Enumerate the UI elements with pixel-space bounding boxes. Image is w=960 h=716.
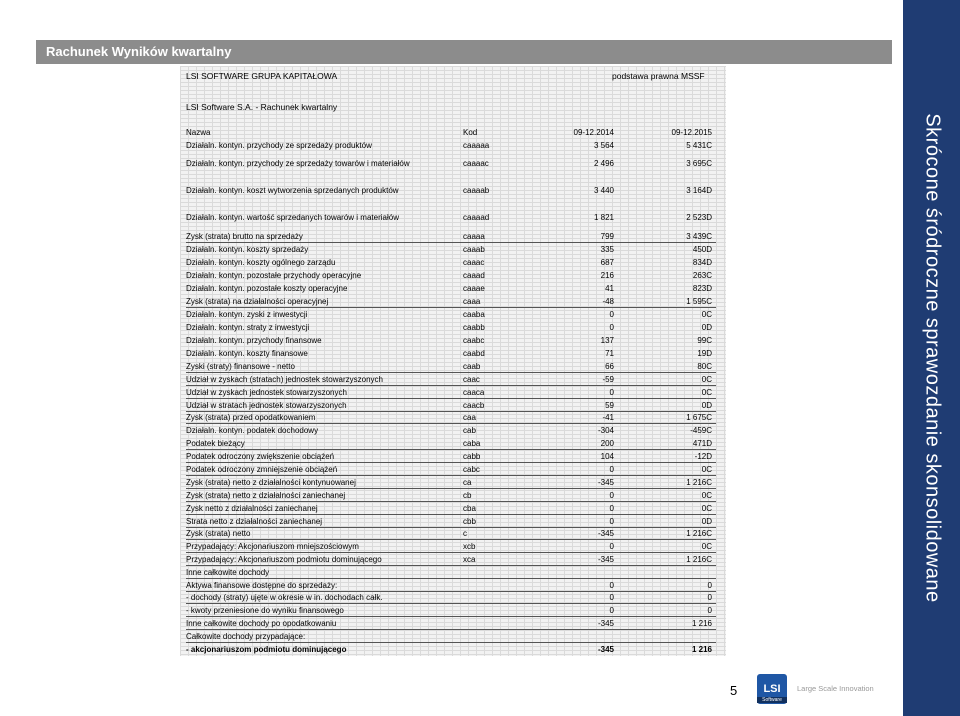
table-row bbox=[186, 185, 716, 197]
row-code: cbb bbox=[463, 517, 476, 526]
table-row bbox=[186, 490, 716, 502]
table-row bbox=[186, 567, 716, 579]
row-name: Działaln. kontyn. wartość sprzedanych towarów i materiałów bbox=[186, 213, 399, 222]
value-2014: 3 440 bbox=[593, 186, 614, 195]
table-row bbox=[186, 348, 716, 360]
value-2015: 0C bbox=[701, 504, 712, 513]
value-2014: -59 bbox=[602, 375, 614, 384]
row-code: caab bbox=[463, 362, 481, 371]
row-name: Zysk (strata) na działalności operacyjnej bbox=[186, 297, 329, 306]
row-code: cab bbox=[463, 426, 476, 435]
row-name: Działaln. kontyn. przychody ze sprzedaży produktów bbox=[186, 141, 372, 150]
table-row bbox=[186, 244, 716, 256]
value-2015: 0D bbox=[701, 401, 712, 410]
value-2015: 1 216 bbox=[691, 619, 712, 628]
value-2014: 0 bbox=[609, 593, 614, 602]
value-2015: 3 439C bbox=[686, 232, 712, 241]
table-row bbox=[186, 631, 716, 643]
logo-subtext: Software bbox=[757, 697, 787, 703]
value-2015: 1 216C bbox=[686, 555, 712, 564]
row-name: Udział w zyskach (stratach) jednostek stowarzyszonych bbox=[186, 375, 383, 384]
row-code: caabb bbox=[463, 323, 485, 332]
value-2015: 0 bbox=[707, 606, 712, 615]
page-title: Rachunek Wyników kwartalny bbox=[46, 44, 232, 59]
row-code: caaaab bbox=[463, 186, 490, 195]
row-code: cb bbox=[463, 491, 472, 500]
value-2014: 66 bbox=[605, 362, 614, 371]
table-row bbox=[186, 158, 716, 170]
row-name: Działaln. kontyn. przychody finansowe bbox=[186, 336, 322, 345]
row-code: caaac bbox=[463, 258, 485, 267]
value-2015: 19D bbox=[697, 349, 712, 358]
value-2014: 0 bbox=[609, 491, 614, 500]
row-name: Działaln. kontyn. przychody ze sprzedaży towarów i materiałów bbox=[186, 159, 410, 168]
row-name: Całkowite dochody przypadające: bbox=[186, 632, 306, 641]
row-name: Zyski (straty) finansowe - netto bbox=[186, 362, 295, 371]
value-2015: 1 675C bbox=[686, 413, 712, 422]
table-row bbox=[186, 618, 716, 630]
row-name: Działaln. kontyn. zyski z inwestycji bbox=[186, 310, 308, 319]
legal-basis: podstawa prawna MSSF bbox=[612, 71, 705, 81]
value-2015: 0C bbox=[701, 491, 712, 500]
row-code: caaca bbox=[463, 388, 485, 397]
row-code: caaaaa bbox=[463, 141, 490, 150]
value-2014: 335 bbox=[600, 245, 614, 254]
row-name: Działaln. kontyn. koszty finansowe bbox=[186, 349, 308, 358]
value-2015: 0D bbox=[701, 323, 712, 332]
value-2014: -345 bbox=[597, 478, 614, 487]
row-name: Inne całkowite dochody po opodatkowaniu bbox=[186, 619, 337, 628]
table-row bbox=[186, 477, 716, 489]
row-code: caabc bbox=[463, 336, 485, 345]
table-row bbox=[186, 257, 716, 269]
row-name: Nazwa bbox=[186, 128, 211, 137]
row-name: Przypadający: Akcjonariuszom podmiotu dominującego bbox=[186, 555, 382, 564]
row-name: Strata netto z działalności zaniechanej bbox=[186, 517, 323, 526]
table-row bbox=[186, 592, 716, 604]
row-name: - dochody (straty) ujęte w okresie w in. dochodach całk. bbox=[186, 593, 383, 602]
row-code: caba bbox=[463, 439, 481, 448]
value-2015: 0C bbox=[701, 542, 712, 551]
value-2014: 0 bbox=[609, 388, 614, 397]
row-name: Działaln. kontyn. pozostałe koszty operacyjne bbox=[186, 284, 348, 293]
value-2014: 200 bbox=[600, 439, 614, 448]
table-row bbox=[186, 309, 716, 321]
table-row bbox=[186, 400, 716, 412]
row-code: xca bbox=[463, 555, 476, 564]
value-2014: -345 bbox=[597, 619, 614, 628]
value-2015: 0C bbox=[701, 388, 712, 397]
table-row bbox=[186, 503, 716, 515]
value-2015: 450D bbox=[692, 245, 712, 254]
value-2014: 3 564 bbox=[593, 141, 614, 150]
table-row bbox=[186, 580, 716, 592]
row-name: Zysk (strata) netto z działalności kontynuowanej bbox=[186, 478, 356, 487]
row-name: - akcjonariuszom podmiotu dominującego bbox=[186, 645, 347, 654]
row-code: caaad bbox=[463, 271, 485, 280]
row-name: Podatek bieżący bbox=[186, 439, 245, 448]
value-2015: 834D bbox=[692, 258, 712, 267]
value-2014: 104 bbox=[600, 452, 614, 461]
value-2015: 823D bbox=[692, 284, 712, 293]
company-name: LSI SOFTWARE GRUPA KAPITAŁOWA bbox=[186, 71, 338, 81]
page-title-bar bbox=[36, 40, 892, 64]
table-row bbox=[186, 464, 716, 476]
value-2015: 3 695C bbox=[686, 159, 712, 168]
value-2014: 0 bbox=[609, 504, 614, 513]
row-name: Podatek odroczony zwiększenie obciążeń bbox=[186, 452, 335, 461]
row-name: Przypadający: Akcjonariuszom mniejszościowym bbox=[186, 542, 359, 551]
value-2014: 0 bbox=[609, 323, 614, 332]
row-name: Działaln. kontyn. koszt wytworzenia sprzedanych produktów bbox=[186, 186, 399, 195]
value-2015: 80C bbox=[697, 362, 712, 371]
value-2014: 0 bbox=[609, 517, 614, 526]
table-row bbox=[186, 140, 716, 152]
value-2014: 687 bbox=[600, 258, 614, 267]
value-2014: 59 bbox=[605, 401, 614, 410]
row-name: Podatek odroczony zmniejszenie obciążeń bbox=[186, 465, 338, 474]
row-name: - kwoty przeniesione do wyniku finansowego bbox=[186, 606, 344, 615]
table-row bbox=[186, 451, 716, 463]
value-2014: 0 bbox=[609, 542, 614, 551]
value-2015: 2 523D bbox=[686, 213, 712, 222]
row-code: caaaa bbox=[463, 232, 485, 241]
table-row bbox=[186, 425, 716, 437]
row-code: ca bbox=[463, 478, 472, 487]
value-2014: 1 821 bbox=[593, 213, 614, 222]
table-row bbox=[186, 644, 716, 656]
value-2014: -304 bbox=[597, 426, 614, 435]
row-code: caac bbox=[463, 375, 480, 384]
value-2015: 09-12.2015 bbox=[671, 128, 712, 137]
table-row bbox=[186, 374, 716, 386]
value-2015: 1 216C bbox=[686, 478, 712, 487]
value-2014: 0 bbox=[609, 310, 614, 319]
row-code: caaaad bbox=[463, 213, 490, 222]
table-row bbox=[186, 516, 716, 528]
value-2014: 71 bbox=[605, 349, 614, 358]
value-2015: 5 431C bbox=[686, 141, 712, 150]
value-2014: 0 bbox=[609, 606, 614, 615]
row-code: caaba bbox=[463, 310, 485, 319]
row-name: Udział w zyskach jednostek stowarzyszonych bbox=[186, 388, 347, 397]
table-row bbox=[186, 438, 716, 450]
value-2015: 1 216 bbox=[691, 645, 712, 654]
table-row bbox=[186, 270, 716, 282]
row-name: Zysk (strata) netto bbox=[186, 529, 251, 538]
row-name: Zysk netto z działalności zaniechanej bbox=[186, 504, 318, 513]
row-code: xcb bbox=[463, 542, 476, 551]
row-name: Działaln. kontyn. straty z inwestycji bbox=[186, 323, 310, 332]
logo-text: LSI bbox=[763, 683, 781, 695]
table-row bbox=[186, 283, 716, 295]
row-code: caaab bbox=[463, 245, 485, 254]
table-row bbox=[186, 541, 716, 553]
row-code: Kod bbox=[463, 128, 478, 137]
table-row bbox=[186, 554, 716, 566]
value-2015: 263C bbox=[692, 271, 712, 280]
value-2015: 0C bbox=[701, 310, 712, 319]
value-2015: 0 bbox=[707, 581, 712, 590]
value-2014: 216 bbox=[600, 271, 614, 280]
table-row bbox=[186, 212, 716, 224]
row-code: caaae bbox=[463, 284, 485, 293]
side-title: Skrócone śródroczne sprawozdanie skonsolidowane bbox=[921, 113, 943, 603]
page-number: 5 bbox=[730, 683, 738, 698]
value-2015: -459C bbox=[690, 426, 712, 435]
row-name: Działaln. kontyn. pozostałe przychody operacyjne bbox=[186, 271, 362, 280]
table-row bbox=[186, 335, 716, 347]
row-name: Aktywa finansowe dostępne do sprzedaży: bbox=[186, 581, 338, 590]
row-code: caa bbox=[463, 413, 476, 422]
value-2014: -345 bbox=[597, 529, 614, 538]
row-code: caabd bbox=[463, 349, 485, 358]
row-name: Zysk (strata) brutto na sprzedaży bbox=[186, 232, 303, 241]
value-2014: 0 bbox=[609, 465, 614, 474]
row-name: Inne całkowite dochody bbox=[186, 568, 270, 577]
company-tagline: Large Scale Innovation bbox=[797, 684, 874, 693]
value-2014: 41 bbox=[605, 284, 614, 293]
value-2014: -345 bbox=[597, 645, 614, 654]
table-row bbox=[186, 231, 716, 243]
row-code: caaaac bbox=[463, 159, 489, 168]
value-2015: 3 164D bbox=[686, 186, 712, 195]
table-row bbox=[186, 605, 716, 617]
table-row bbox=[186, 127, 716, 139]
value-2014: -48 bbox=[602, 297, 614, 306]
row-name: Zysk (strata) przed opodatkowaniem bbox=[186, 413, 316, 422]
value-2014: 799 bbox=[600, 232, 614, 241]
value-2014: -345 bbox=[597, 555, 614, 564]
value-2014: 137 bbox=[600, 336, 614, 345]
table-row bbox=[186, 528, 716, 540]
value-2015: 0 bbox=[707, 593, 712, 602]
row-code: cba bbox=[463, 504, 476, 513]
side-title-band bbox=[903, 0, 960, 716]
row-code: caacb bbox=[463, 401, 485, 410]
report-subtitle: LSI Software S.A. - Rachunek kwartalny bbox=[186, 102, 338, 112]
value-2014: 0 bbox=[609, 581, 614, 590]
value-2015: 471D bbox=[692, 439, 712, 448]
value-2015: 1 595C bbox=[686, 297, 712, 306]
row-code: cabb bbox=[463, 452, 481, 461]
row-name: Działaln. kontyn. podatek dochodowy bbox=[186, 426, 319, 435]
table-row bbox=[186, 322, 716, 334]
row-code: caaa bbox=[463, 297, 481, 306]
row-name: Zysk (strata) netto z działalności zaniechanej bbox=[186, 491, 346, 500]
row-name: Udział w stratach jednostek stowarzyszonych bbox=[186, 401, 347, 410]
value-2015: 0C bbox=[701, 465, 712, 474]
row-code: c bbox=[463, 529, 467, 538]
table-row bbox=[186, 361, 716, 373]
row-name: Działaln. kontyn. koszty ogólnego zarządu bbox=[186, 258, 336, 267]
table-row bbox=[186, 296, 716, 308]
value-2015: 1 216C bbox=[686, 529, 712, 538]
value-2014: 2 496 bbox=[593, 159, 614, 168]
value-2014: -41 bbox=[602, 413, 614, 422]
value-2015: 0C bbox=[701, 375, 712, 384]
value-2015: -12D bbox=[694, 452, 712, 461]
value-2015: 99C bbox=[697, 336, 712, 345]
value-2015: 0D bbox=[701, 517, 712, 526]
row-name: Działaln. kontyn. koszty sprzedaży bbox=[186, 245, 309, 254]
value-2014: 09-12.2014 bbox=[573, 128, 614, 137]
table-row bbox=[186, 412, 716, 424]
table-row bbox=[186, 387, 716, 399]
row-code: cabc bbox=[463, 465, 480, 474]
